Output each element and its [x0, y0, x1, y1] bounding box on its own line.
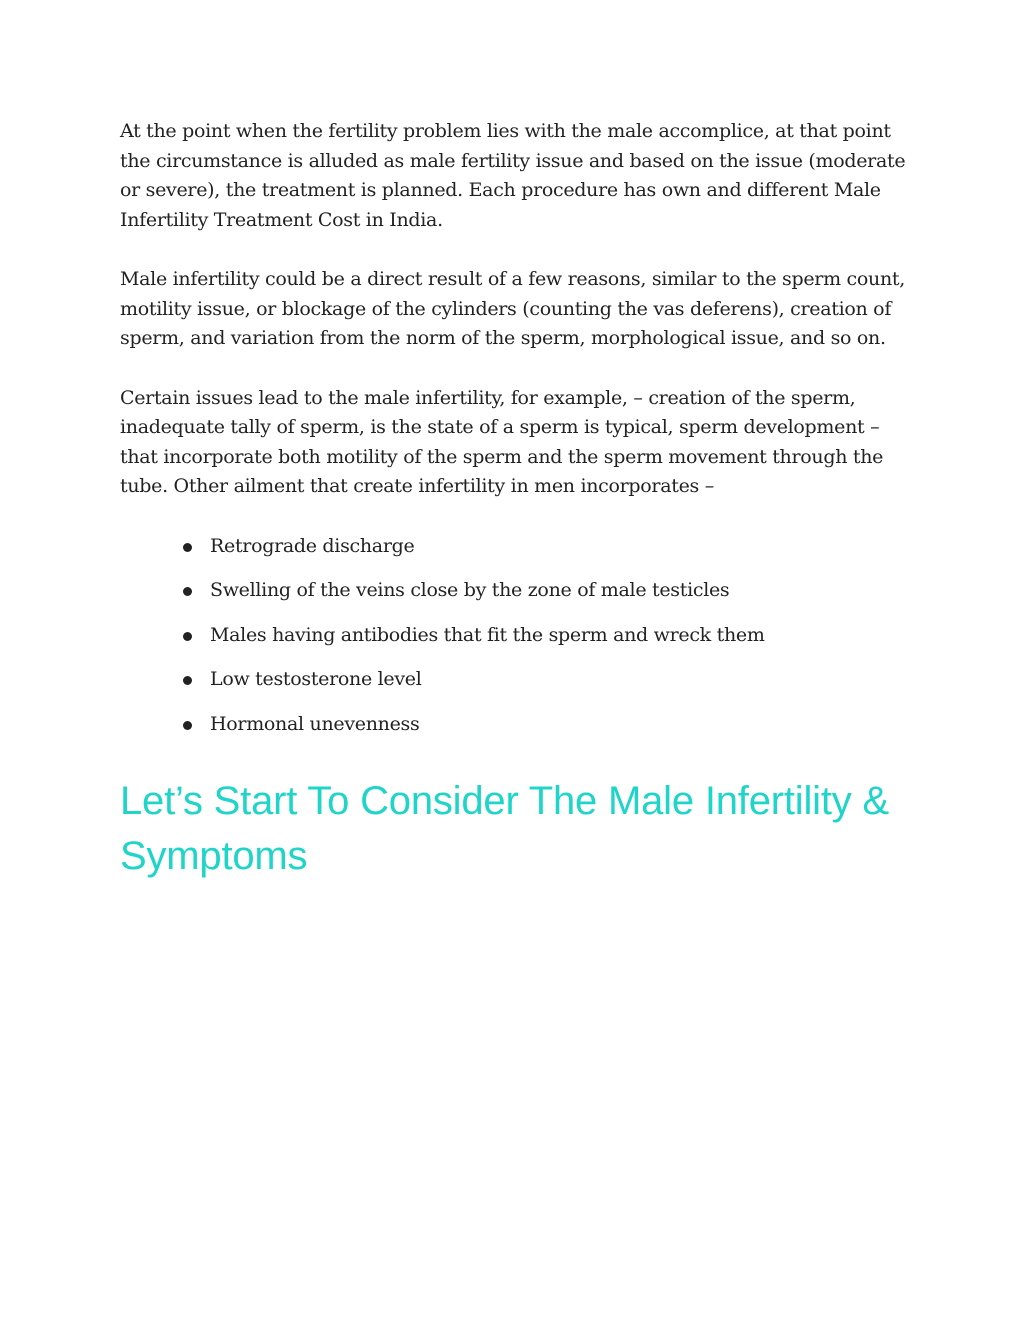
list-item	[183, 665, 920, 695]
bullet-icon	[183, 632, 192, 641]
list-item	[183, 576, 920, 606]
list-item	[183, 621, 920, 651]
list-item	[183, 532, 920, 562]
bullet-icon	[183, 721, 192, 730]
list-item-text: Hormonal unevenness	[210, 712, 420, 735]
document-page	[120, 117, 920, 884]
list-item-text: Swelling of the veins close by the zone of male testicles	[210, 579, 730, 601]
paragraph-causes: Male infertility could be a direct result of a few reasons, similar to the sperm count, motility issue, or blockage of the cylinders (counting the vas deferens), creation of sperm, and variation from the norm of the sperm, morphological issue, and so on.	[120, 268, 905, 349]
bullet-icon	[183, 587, 192, 596]
list-item-text: Low testosterone level	[210, 668, 422, 690]
paragraph-issues: Certain issues lead to the male infertility, for example, – creation of the sperm, inadequate tally of sperm, is the state of a sperm is typical, sperm development – that incorporate both motility of the sperm and the sperm movement through the tube. Other ailment that create infertility in men incorporates –	[120, 386, 884, 497]
bullet-icon	[183, 676, 192, 685]
list-item-text: Males having antibodies that fit the sperm and wreck them	[210, 623, 765, 646]
paragraph-intro: At the point when the fertility problem lies with the male accomplice, at that point the circumstance is alluded as male fertility issue and based on the issue (moderate or severe), the treatment is planned. Each procedure has own and different Male Infertility Treatment Cost in India.	[120, 120, 906, 231]
list-item-text: Retrograde discharge	[210, 534, 415, 557]
bullet-icon	[183, 543, 192, 552]
ailment-list	[120, 532, 920, 740]
section-heading: Let’s Start To Consider The Male Infertility & Symptoms	[120, 779, 889, 878]
list-item	[183, 710, 920, 740]
